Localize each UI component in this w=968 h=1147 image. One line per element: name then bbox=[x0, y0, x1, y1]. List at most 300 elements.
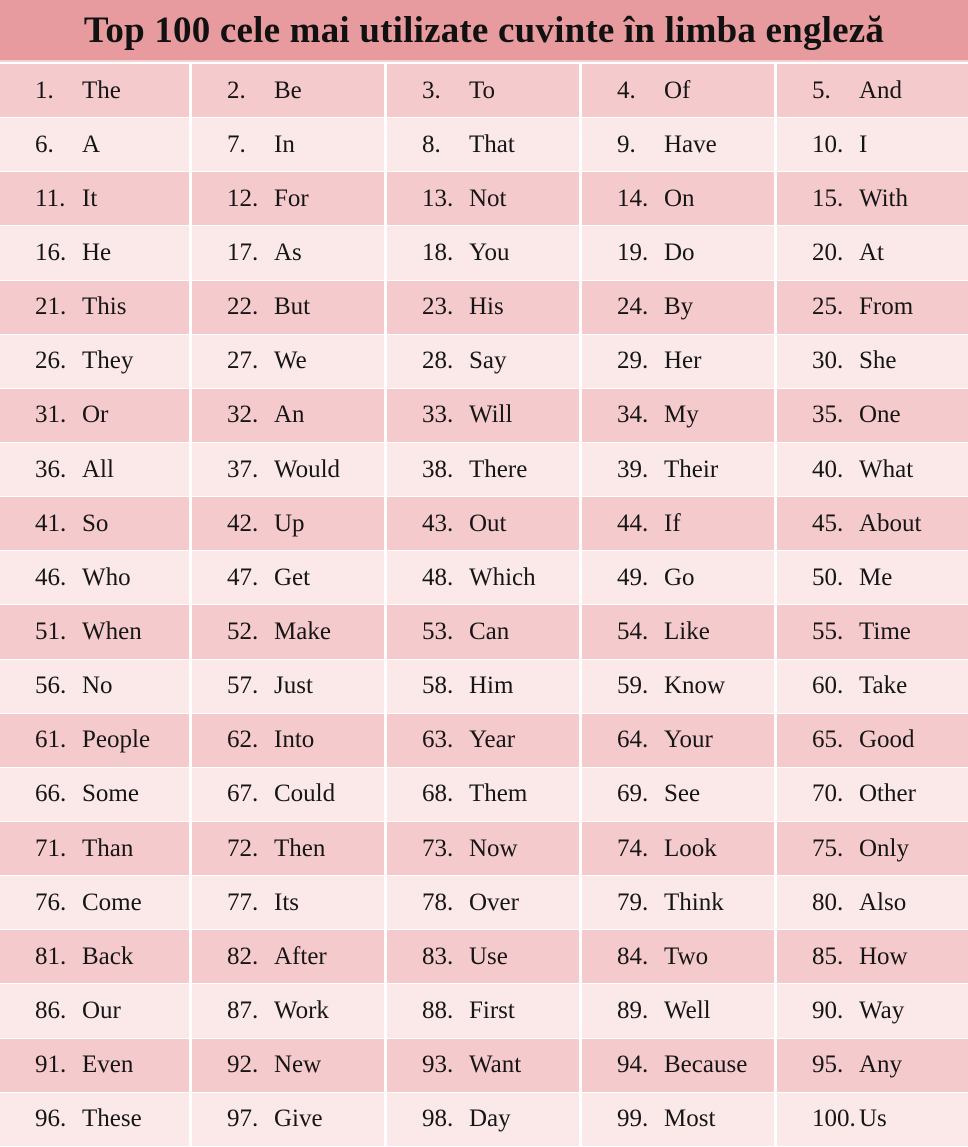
word-cell bbox=[0, 930, 192, 984]
word-rank: 53. bbox=[422, 617, 454, 645]
word-text: Make bbox=[274, 617, 331, 645]
word-text: Like bbox=[664, 617, 710, 645]
word-rank: 99. bbox=[617, 1105, 649, 1133]
word-rank: 2. bbox=[227, 76, 246, 104]
word-cell bbox=[582, 64, 777, 118]
word-text: New bbox=[274, 1051, 322, 1079]
word-text: There bbox=[469, 455, 528, 483]
word-rank: 64. bbox=[617, 726, 649, 754]
word-rank: 89. bbox=[617, 996, 649, 1024]
word-text: Do bbox=[664, 238, 695, 266]
word-text: Good bbox=[859, 726, 915, 754]
word-cell bbox=[192, 335, 387, 389]
word-cell bbox=[192, 1039, 387, 1093]
word-text: On bbox=[664, 184, 695, 212]
word-rank: 34. bbox=[617, 401, 649, 429]
word-text: Two bbox=[664, 942, 709, 970]
word-rank: 54. bbox=[617, 617, 649, 645]
word-cell bbox=[0, 118, 192, 172]
word-text: When bbox=[82, 617, 142, 645]
word-rank: 27. bbox=[227, 347, 259, 375]
word-text: Would bbox=[274, 455, 341, 483]
word-cell bbox=[582, 497, 777, 551]
word-text: Be bbox=[274, 76, 302, 104]
word-text: At bbox=[859, 238, 884, 266]
word-rank: 79. bbox=[617, 888, 649, 916]
word-text: My bbox=[664, 401, 699, 429]
word-cell bbox=[387, 335, 582, 389]
word-cell bbox=[387, 930, 582, 984]
word-cell bbox=[387, 984, 582, 1038]
word-cell bbox=[0, 768, 192, 822]
word-text: Its bbox=[274, 888, 299, 916]
word-cell bbox=[192, 389, 387, 443]
word-text: Get bbox=[274, 563, 311, 591]
word-cell bbox=[192, 226, 387, 280]
word-cell bbox=[387, 1039, 582, 1093]
word-rank: 95. bbox=[812, 1051, 844, 1079]
word-text: Go bbox=[664, 563, 695, 591]
word-rank: 15. bbox=[812, 184, 844, 212]
word-rank: 78. bbox=[422, 888, 454, 916]
word-rank: 9. bbox=[617, 130, 636, 158]
word-rank: 6. bbox=[35, 130, 54, 158]
word-cell bbox=[387, 1093, 582, 1147]
word-cell bbox=[192, 822, 387, 876]
word-cell bbox=[0, 822, 192, 876]
word-cell bbox=[582, 118, 777, 172]
word-text: Want bbox=[469, 1051, 522, 1079]
word-cell bbox=[777, 389, 968, 443]
word-cell bbox=[0, 281, 192, 335]
word-text: All bbox=[82, 455, 114, 483]
word-cell bbox=[582, 281, 777, 335]
word-rank: 49. bbox=[617, 563, 649, 591]
word-rank: 36. bbox=[35, 455, 67, 483]
word-text: How bbox=[859, 942, 908, 970]
word-text: We bbox=[274, 347, 307, 375]
word-rank: 26. bbox=[35, 347, 67, 375]
title-bar bbox=[0, 0, 968, 62]
word-cell bbox=[582, 714, 777, 768]
word-rank: 21. bbox=[35, 293, 67, 321]
word-text: Know bbox=[664, 672, 726, 700]
word-rank: 75. bbox=[812, 834, 844, 862]
word-rank: 96. bbox=[35, 1105, 67, 1133]
word-rank: 77. bbox=[227, 888, 259, 916]
word-rank: 71. bbox=[35, 834, 67, 862]
word-rank: 94. bbox=[617, 1051, 649, 1079]
word-text: Can bbox=[469, 617, 510, 645]
word-text: Only bbox=[859, 834, 909, 862]
word-text: Their bbox=[664, 455, 719, 483]
word-cell bbox=[192, 660, 387, 714]
word-cell bbox=[0, 551, 192, 605]
word-text: Which bbox=[469, 563, 536, 591]
word-text: She bbox=[859, 347, 897, 375]
word-rank: 55. bbox=[812, 617, 844, 645]
word-text: What bbox=[859, 455, 914, 483]
word-rank: 22. bbox=[227, 293, 259, 321]
word-rank: 11. bbox=[35, 184, 66, 212]
word-text: Our bbox=[82, 996, 121, 1024]
word-cell bbox=[777, 281, 968, 335]
word-text: As bbox=[274, 238, 302, 266]
word-rank: 59. bbox=[617, 672, 649, 700]
word-rank: 84. bbox=[617, 942, 649, 970]
word-rank: 42. bbox=[227, 509, 259, 537]
word-rank: 43. bbox=[422, 509, 454, 537]
word-text: With bbox=[859, 184, 908, 212]
word-rank: 48. bbox=[422, 563, 454, 591]
word-cell bbox=[777, 876, 968, 930]
word-cell bbox=[582, 172, 777, 226]
word-text: Now bbox=[469, 834, 518, 862]
word-rank: 56. bbox=[35, 672, 67, 700]
word-rank: 8. bbox=[422, 130, 441, 158]
word-cell bbox=[387, 822, 582, 876]
word-rank: 52. bbox=[227, 617, 259, 645]
word-text: In bbox=[274, 130, 295, 158]
word-rank: 85. bbox=[812, 942, 844, 970]
word-text: A bbox=[82, 130, 101, 158]
word-cell bbox=[0, 1039, 192, 1093]
word-text: Any bbox=[859, 1051, 903, 1079]
word-cell bbox=[777, 497, 968, 551]
word-cell bbox=[192, 768, 387, 822]
word-text: Say bbox=[469, 347, 507, 375]
word-text: About bbox=[859, 509, 922, 537]
word-cell bbox=[777, 660, 968, 714]
word-text: Not bbox=[469, 184, 507, 212]
word-text: Year bbox=[469, 726, 516, 754]
word-text: To bbox=[469, 76, 496, 104]
word-cell bbox=[582, 1093, 777, 1147]
word-cell bbox=[0, 605, 192, 659]
word-text: Most bbox=[664, 1105, 716, 1133]
word-cell bbox=[192, 1093, 387, 1147]
word-rank: 92. bbox=[227, 1051, 259, 1079]
word-rank: 69. bbox=[617, 780, 649, 808]
word-rank: 4. bbox=[617, 76, 636, 104]
word-cell bbox=[582, 605, 777, 659]
word-cell bbox=[0, 64, 192, 118]
word-rank: 87. bbox=[227, 996, 259, 1024]
word-cell bbox=[582, 1039, 777, 1093]
word-rank: 19. bbox=[617, 238, 649, 266]
word-cell bbox=[192, 984, 387, 1038]
word-cell bbox=[777, 64, 968, 118]
word-rank: 86. bbox=[35, 996, 67, 1024]
word-cell bbox=[387, 605, 582, 659]
word-cell bbox=[192, 605, 387, 659]
word-rank: 63. bbox=[422, 726, 454, 754]
word-text: Take bbox=[859, 672, 908, 700]
word-rank: 18. bbox=[422, 238, 454, 266]
word-text: Over bbox=[469, 888, 519, 916]
word-cell bbox=[0, 226, 192, 280]
word-rank: 90. bbox=[812, 996, 844, 1024]
word-rank: 72. bbox=[227, 834, 259, 862]
word-text: By bbox=[664, 293, 694, 321]
word-cell bbox=[192, 497, 387, 551]
word-text: Day bbox=[469, 1105, 511, 1133]
word-text: Way bbox=[859, 996, 905, 1024]
word-text: Us bbox=[859, 1105, 887, 1133]
word-text: His bbox=[469, 293, 504, 321]
word-rank: 88. bbox=[422, 996, 454, 1024]
word-cell bbox=[582, 768, 777, 822]
word-cell bbox=[0, 660, 192, 714]
word-rank: 37. bbox=[227, 455, 259, 483]
word-cell bbox=[777, 984, 968, 1038]
word-rank: 73. bbox=[422, 834, 454, 862]
word-cell bbox=[192, 443, 387, 497]
word-cell bbox=[777, 551, 968, 605]
word-cell bbox=[582, 443, 777, 497]
word-rank: 28. bbox=[422, 347, 454, 375]
word-text: See bbox=[664, 780, 701, 808]
word-rank: 5. bbox=[812, 76, 831, 104]
word-text: Even bbox=[82, 1051, 134, 1079]
word-cell bbox=[387, 443, 582, 497]
word-text: Work bbox=[274, 996, 329, 1024]
word-rank: 35. bbox=[812, 401, 844, 429]
word-rank: 46. bbox=[35, 563, 67, 591]
word-cell bbox=[192, 930, 387, 984]
word-rank: 20. bbox=[812, 238, 844, 266]
word-rank: 98. bbox=[422, 1105, 454, 1133]
word-rank: 61. bbox=[35, 726, 67, 754]
word-text: If bbox=[664, 509, 681, 537]
word-text: Will bbox=[469, 401, 513, 429]
word-text: And bbox=[859, 76, 903, 104]
word-rank: 30. bbox=[812, 347, 844, 375]
word-cell bbox=[0, 443, 192, 497]
word-text: After bbox=[274, 942, 327, 970]
word-cell bbox=[387, 281, 582, 335]
word-text: Them bbox=[469, 780, 528, 808]
word-rank: 32. bbox=[227, 401, 259, 429]
word-rank: 66. bbox=[35, 780, 67, 808]
word-cell bbox=[777, 605, 968, 659]
word-rank: 81. bbox=[35, 942, 67, 970]
word-text: Who bbox=[82, 563, 131, 591]
word-cell bbox=[387, 551, 582, 605]
word-cell bbox=[582, 226, 777, 280]
word-text: Her bbox=[664, 347, 702, 375]
word-rank: 17. bbox=[227, 238, 259, 266]
word-rank: 23. bbox=[422, 293, 454, 321]
word-rank: 60. bbox=[812, 672, 844, 700]
word-cell bbox=[192, 118, 387, 172]
word-rank: 13. bbox=[422, 184, 454, 212]
word-cell bbox=[777, 822, 968, 876]
word-rank: 44. bbox=[617, 509, 649, 537]
word-text: Because bbox=[664, 1051, 748, 1079]
word-text: Some bbox=[82, 780, 139, 808]
word-cell bbox=[777, 443, 968, 497]
word-cell bbox=[582, 335, 777, 389]
word-rank: 40. bbox=[812, 455, 844, 483]
word-rank: 80. bbox=[812, 888, 844, 916]
word-text: This bbox=[82, 293, 127, 321]
word-text: The bbox=[82, 76, 121, 104]
word-rank: 58. bbox=[422, 672, 454, 700]
word-rank: 50. bbox=[812, 563, 844, 591]
word-text: Use bbox=[469, 942, 508, 970]
word-cell bbox=[192, 172, 387, 226]
word-text: Your bbox=[664, 726, 713, 754]
word-rank: 41. bbox=[35, 509, 67, 537]
word-text: These bbox=[82, 1105, 142, 1133]
word-cell bbox=[0, 1093, 192, 1147]
word-cell bbox=[0, 876, 192, 930]
word-cell bbox=[387, 64, 582, 118]
word-text: So bbox=[82, 509, 109, 537]
word-rank: 82. bbox=[227, 942, 259, 970]
word-rank: 68. bbox=[422, 780, 454, 808]
word-cell bbox=[387, 118, 582, 172]
word-cell bbox=[777, 172, 968, 226]
word-cell bbox=[387, 714, 582, 768]
word-text: Give bbox=[274, 1105, 323, 1133]
word-text: It bbox=[82, 184, 98, 212]
word-rank: 14. bbox=[617, 184, 649, 212]
word-rank: 7. bbox=[227, 130, 246, 158]
word-rank: 38. bbox=[422, 455, 454, 483]
word-cell bbox=[582, 822, 777, 876]
word-text: Out bbox=[469, 509, 507, 537]
word-cell bbox=[0, 389, 192, 443]
word-cell bbox=[582, 389, 777, 443]
word-rank: 45. bbox=[812, 509, 844, 537]
word-text: Into bbox=[274, 726, 315, 754]
word-table bbox=[0, 64, 968, 1147]
word-cell bbox=[777, 118, 968, 172]
word-rank: 39. bbox=[617, 455, 649, 483]
word-cell bbox=[0, 984, 192, 1038]
word-rank: 100. bbox=[812, 1105, 856, 1133]
word-text: Time bbox=[859, 617, 911, 645]
word-cell bbox=[387, 226, 582, 280]
word-rank: 16. bbox=[35, 238, 67, 266]
word-text: Look bbox=[664, 834, 717, 862]
word-cell bbox=[387, 172, 582, 226]
word-text: Just bbox=[274, 672, 313, 700]
word-cell bbox=[387, 497, 582, 551]
word-text: Well bbox=[664, 996, 711, 1024]
word-text: From bbox=[859, 293, 914, 321]
word-text: Than bbox=[82, 834, 134, 862]
word-text: Also bbox=[859, 888, 907, 916]
word-cell bbox=[582, 660, 777, 714]
word-text: Other bbox=[859, 780, 916, 808]
word-rank: 97. bbox=[227, 1105, 259, 1133]
word-cell bbox=[192, 876, 387, 930]
word-rank: 93. bbox=[422, 1051, 454, 1079]
word-rank: 10. bbox=[812, 130, 844, 158]
word-rank: 70. bbox=[812, 780, 844, 808]
word-text: Think bbox=[664, 888, 724, 916]
word-rank: 1. bbox=[35, 76, 54, 104]
word-cell bbox=[0, 335, 192, 389]
word-text: Up bbox=[274, 509, 305, 537]
word-rank: 25. bbox=[812, 293, 844, 321]
word-text: Of bbox=[664, 76, 691, 104]
word-cell bbox=[777, 1039, 968, 1093]
word-cell bbox=[387, 660, 582, 714]
word-cell bbox=[0, 497, 192, 551]
word-text: They bbox=[82, 347, 134, 375]
word-rank: 33. bbox=[422, 401, 454, 429]
word-text: Me bbox=[859, 563, 893, 591]
word-text: People bbox=[82, 726, 151, 754]
word-rank: 91. bbox=[35, 1051, 67, 1079]
word-rank: 3. bbox=[422, 76, 441, 104]
word-text: I bbox=[859, 130, 868, 158]
word-rank: 57. bbox=[227, 672, 259, 700]
word-text: You bbox=[469, 238, 510, 266]
word-cell bbox=[582, 930, 777, 984]
word-text: Him bbox=[469, 672, 514, 700]
word-rank: 76. bbox=[35, 888, 67, 916]
word-text: That bbox=[469, 130, 515, 158]
word-cell bbox=[777, 930, 968, 984]
word-rank: 47. bbox=[227, 563, 259, 591]
word-rank: 65. bbox=[812, 726, 844, 754]
word-cell bbox=[387, 768, 582, 822]
word-rank: 24. bbox=[617, 293, 649, 321]
word-cell bbox=[582, 984, 777, 1038]
word-cell bbox=[192, 64, 387, 118]
word-cell bbox=[0, 172, 192, 226]
word-rank: 12. bbox=[227, 184, 259, 212]
word-text: One bbox=[859, 401, 901, 429]
word-text: An bbox=[274, 401, 305, 429]
word-cell bbox=[777, 768, 968, 822]
word-cell bbox=[777, 226, 968, 280]
word-cell bbox=[777, 714, 968, 768]
word-rank: 31. bbox=[35, 401, 67, 429]
word-cell bbox=[192, 714, 387, 768]
word-text: Come bbox=[82, 888, 142, 916]
word-text: For bbox=[274, 184, 309, 212]
word-rank: 29. bbox=[617, 347, 649, 375]
word-text: Or bbox=[82, 401, 109, 429]
word-text: But bbox=[274, 293, 311, 321]
word-cell bbox=[192, 281, 387, 335]
word-rank: 74. bbox=[617, 834, 649, 862]
word-text: Could bbox=[274, 780, 336, 808]
word-cell bbox=[387, 389, 582, 443]
word-cell bbox=[582, 551, 777, 605]
word-rank: 67. bbox=[227, 780, 259, 808]
word-cell bbox=[777, 335, 968, 389]
word-cell bbox=[0, 714, 192, 768]
word-text: Have bbox=[664, 130, 717, 158]
word-text: Then bbox=[274, 834, 326, 862]
word-text: Back bbox=[82, 942, 134, 970]
word-cell bbox=[582, 876, 777, 930]
page-title: Top 100 cele mai utilizate cuvinte în limba engleză bbox=[83, 9, 885, 51]
word-cell bbox=[387, 876, 582, 930]
word-rank: 62. bbox=[227, 726, 259, 754]
word-cell bbox=[777, 1093, 968, 1147]
word-rank: 51. bbox=[35, 617, 67, 645]
word-text: No bbox=[82, 672, 113, 700]
word-cell bbox=[192, 551, 387, 605]
